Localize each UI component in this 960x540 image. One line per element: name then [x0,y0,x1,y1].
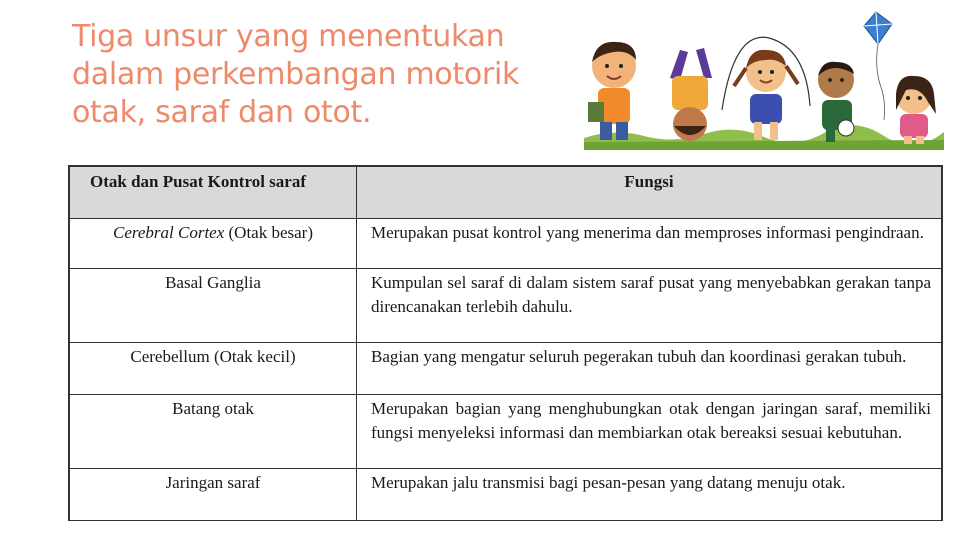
structure-cell: Basal Ganglia [70,269,357,343]
structure-cell [70,219,357,269]
structure-cell: Jaringan saraf [70,469,357,521]
structure-cell: Cerebellum (Otak kecil) [70,343,357,395]
function-cell: Kumpulan sel saraf di dalam sistem saraf pusat yang menyebabkan gerakan tanpa direncanakan terlebih dahulu. [357,269,942,343]
table-header-row [70,167,942,219]
column-header-structure: Otak dan Pusat Kontrol saraf [70,167,357,219]
table-row [70,219,942,269]
structure-italic-text: Cerebral Cortex [112,223,225,242]
function-cell: Merupakan pusat kontrol yang menerima dan memproses informasi pengindraan. [357,219,942,269]
table-row [70,343,942,395]
function-cell: Bagian yang mengatur seluruh pegerakan tubuh dan koordinasi gerakan tubuh. [357,343,942,395]
structure-cell: Batang otak [70,395,357,469]
title-line: Tiga unsur yang menentukan [72,19,505,54]
table-row [70,395,942,469]
children-playing-illustration [584,10,944,150]
title-line: dalam perkembangan motorik [72,57,520,92]
slide-title [72,18,572,132]
table-row [70,469,942,521]
structure-text: (Otak besar) [224,223,314,242]
function-cell: Merupakan bagian yang menghubungkan otak dengan jaringan saraf, memiliki fungsi menyeleksi informasi dan membiarkan otak bereaksi sesuai kebutuhan. [357,395,942,469]
table-row [70,269,942,343]
brain-control-table [68,165,943,521]
column-header-function: Fungsi [357,167,942,219]
function-cell: Merupakan jalu transmisi bagi pesan-pesan yang datang menuju otak. [357,469,942,521]
title-line: otak, saraf dan otot. [72,95,372,130]
